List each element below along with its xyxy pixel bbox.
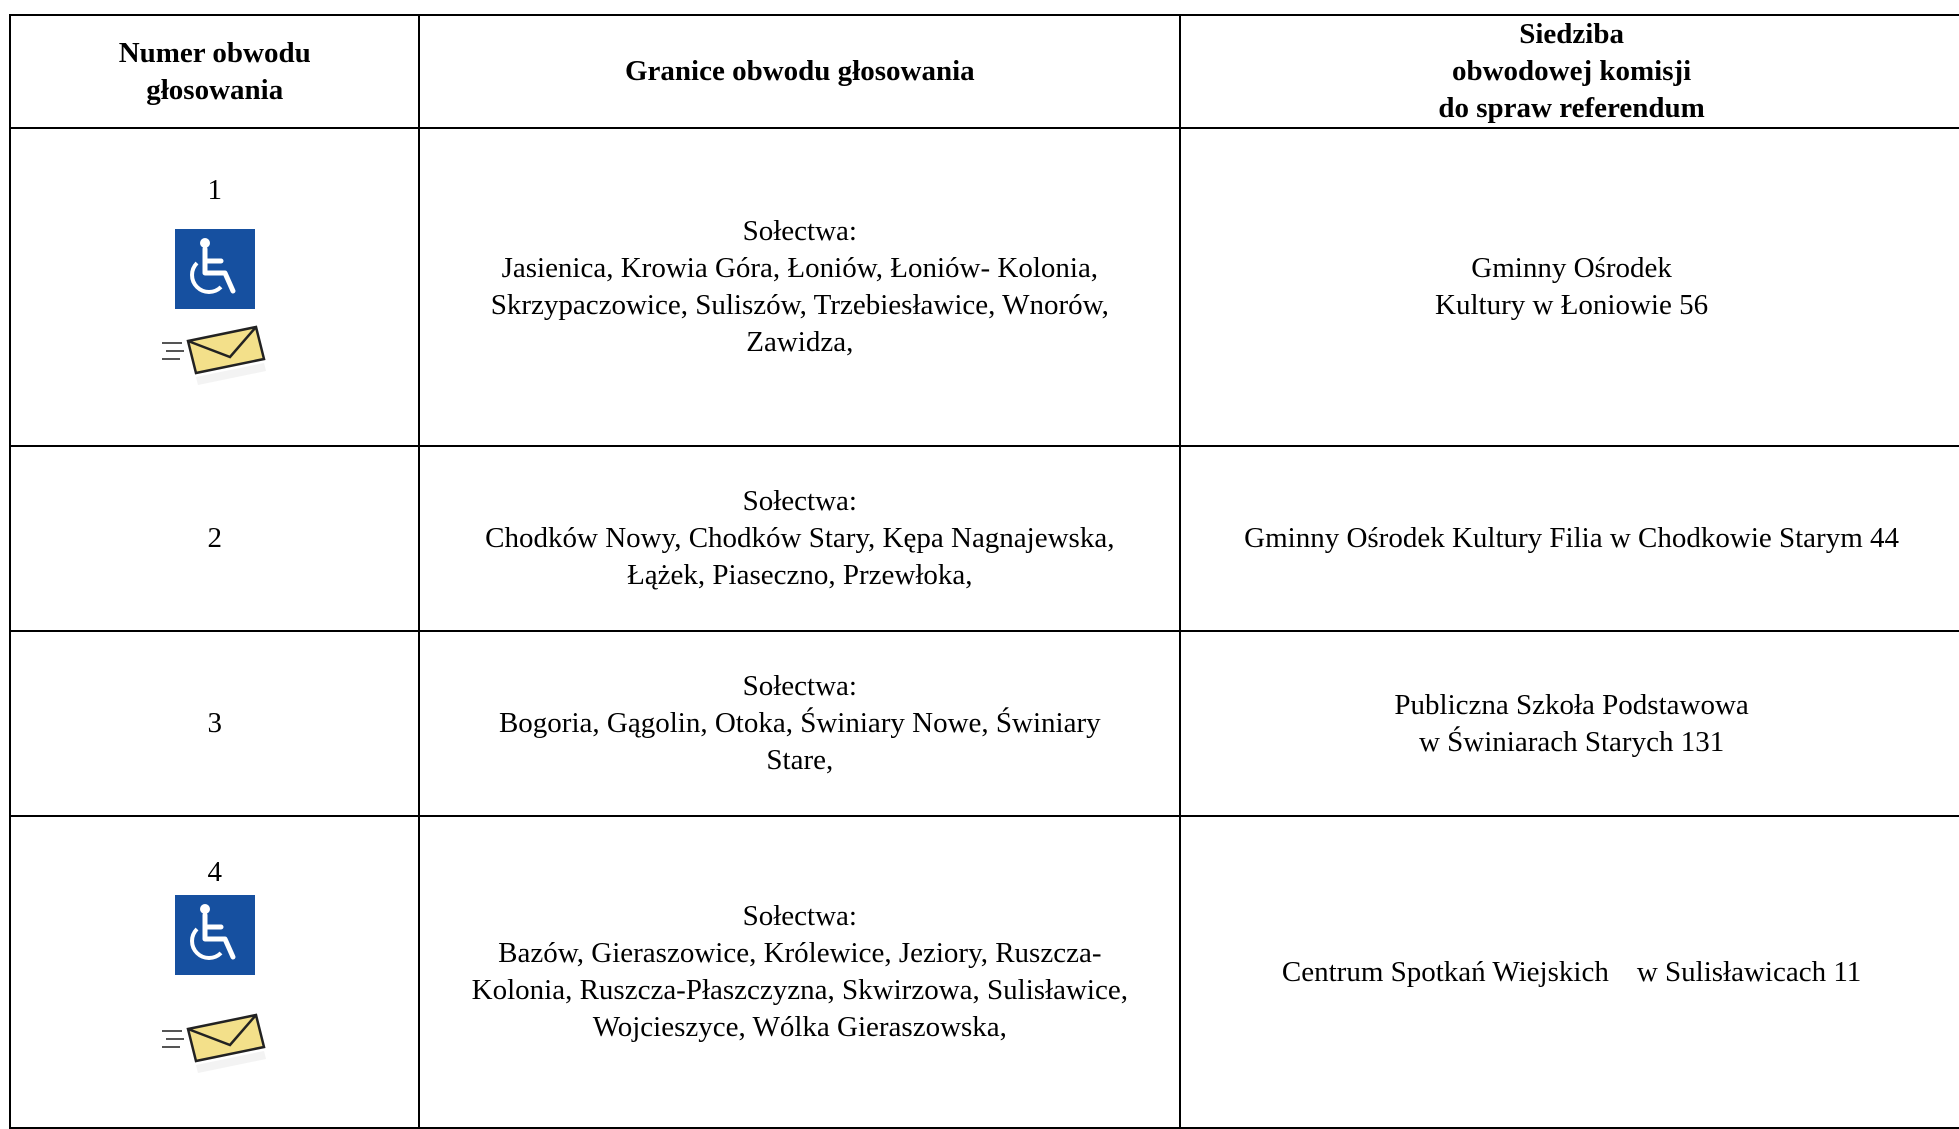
commission-seat-cell: Gminny Ośrodek Kultury Filia w Chodkowie Starym 44 bbox=[1180, 446, 1959, 631]
district-number-cell bbox=[10, 631, 419, 816]
district-number: 2 bbox=[207, 522, 222, 554]
table-row bbox=[10, 446, 1959, 631]
wheelchair-icon bbox=[175, 229, 255, 309]
polling-districts-table bbox=[9, 14, 1959, 1129]
wheelchair-icon bbox=[175, 895, 255, 975]
header-district-number: Numer obwodu głosowania bbox=[10, 15, 419, 128]
district-boundaries-cell: Sołectwa: Bazów, Gieraszowice, Królewice, Jeziory, Ruszcza- Kolonia, Ruszcza-Płaszczyzna, Skwirzowa, Sulisławice, Wojcieszyce, Wólka Gieraszowska, bbox=[419, 816, 1180, 1128]
district-boundaries-cell: Sołectwa: Bogoria, Gągolin, Otoka, Świniary Nowe, Świniary Stare, bbox=[419, 631, 1180, 816]
district-boundaries-cell: Sołectwa: Jasienica, Krowia Góra, Łoniów, Łoniów- Kolonia, Skrzypaczowice, Suliszów, Trzebiesławice, Wnorów, Zawidza, bbox=[419, 128, 1180, 446]
commission-seat-cell: Gminny Ośrodek Kultury w Łoniowie 56 bbox=[1180, 128, 1959, 446]
district-number: 3 bbox=[207, 707, 222, 739]
table-row bbox=[10, 816, 1959, 1128]
district-number-cell bbox=[10, 128, 419, 446]
seat-address: w Sulisławicach 11 bbox=[1636, 955, 1862, 988]
district-boundaries-cell: Sołectwa: Chodków Nowy, Chodków Stary, Kępa Nagnajewska, Łążek, Piaseczno, Przewłoka, bbox=[419, 446, 1180, 631]
header-district-boundaries: Granice obwodu głosowania bbox=[419, 15, 1180, 128]
district-number: 1 bbox=[207, 173, 222, 206]
table-row bbox=[10, 128, 1959, 446]
district-number: 4 bbox=[207, 855, 222, 888]
table-row bbox=[10, 631, 1959, 816]
envelope-icon bbox=[160, 323, 270, 393]
seat-name: Centrum Spotkań Wiejskich bbox=[1281, 955, 1609, 988]
table-header-row bbox=[10, 15, 1959, 128]
header-commission-seat: Siedziba obwodowej komisji do spraw referendum bbox=[1180, 15, 1959, 128]
district-number-cell bbox=[10, 816, 419, 1128]
envelope-icon bbox=[160, 1011, 270, 1081]
district-number-cell bbox=[10, 446, 419, 631]
commission-seat-cell bbox=[1180, 816, 1959, 1128]
commission-seat-cell: Publiczna Szkoła Podstawowa w Świniarach Starych 131 bbox=[1180, 631, 1959, 816]
